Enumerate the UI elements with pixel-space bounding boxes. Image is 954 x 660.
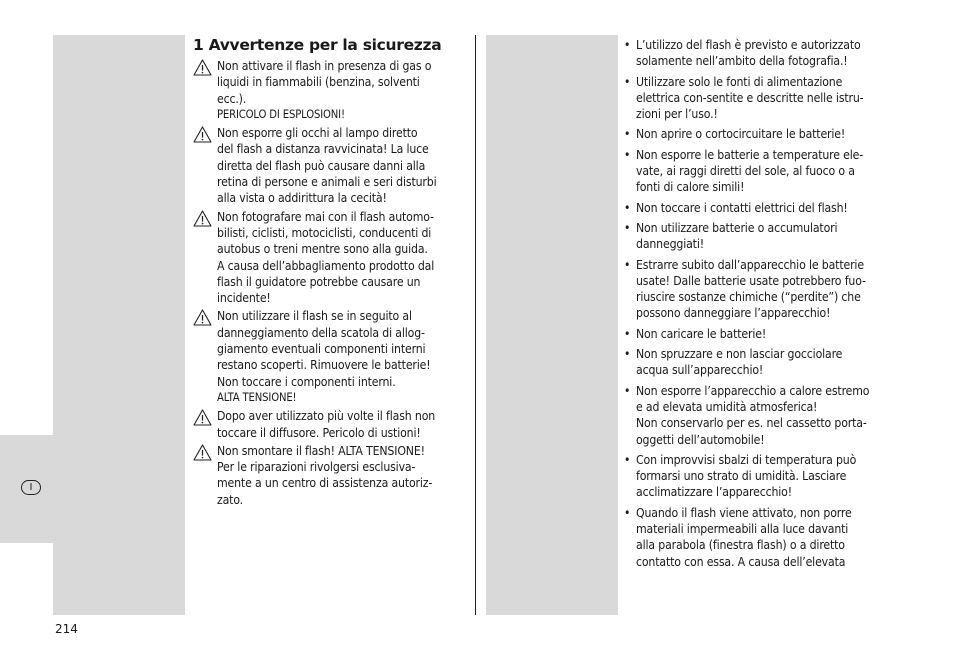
warning-line: Non utilizzare il flash se in seguito al [217,309,412,324]
bullet-item [624,326,904,342]
warning-line: diretta del flash può causare danni alla [217,158,426,173]
bullet-line: Non conservarlo per es. nel cassetto porta- [636,416,867,431]
column-divider [475,35,476,615]
bullet-line: elettrica con-sentite e descritte nelle istru- [636,90,864,105]
bullet-line: vate, ai raggi diretti del sole, al fuoco o a [636,164,855,179]
bullet-line: Non utilizzare batterie o accumulatori [636,220,838,235]
warning-line: ALTA TENSIONE! [217,390,297,404]
language-badge: I [21,480,41,495]
page-number: 214 [55,622,78,636]
bullet-line: Quando il flash viene attivato, non porre [636,505,852,520]
safety-bullet-list [624,37,904,574]
warning-line: flash il guidatore potrebbe causare un [217,274,421,289]
bullet-text [636,257,866,322]
warning-line: toccare il diffusore. Pericolo di ustioni! [217,425,421,440]
bullet-line: possono danneggiare l’apparecchio! [636,306,831,321]
bullet-dot: • [624,452,631,467]
bullet-item [624,346,904,379]
warning-line: Non attivare il flash in presenza di gas o [217,59,432,73]
bullet-line: alla parabola (finestra flash) o a diretto [636,538,845,553]
warning-triangle-icon [193,308,217,406]
bullet-item [624,126,904,142]
bullet-item [624,220,904,253]
bullet-line: Non esporre le batterie a temperature ele- [636,147,864,162]
bullet-line: zioni per l’uso.! [636,107,718,122]
bullet-dot: • [624,347,631,362]
warning-text [217,58,431,123]
warning-text [217,443,432,508]
warning-text [217,308,431,406]
warning-line: PERICOLO DI ESPLOSIONI! [217,107,345,121]
bullet-line: Non caricare le batterie! [636,326,767,341]
bullet-item [624,257,904,322]
bullet-text [636,383,869,448]
warning-line: ecc.). [217,91,247,106]
bullet-dot: • [624,220,631,235]
warning-line: Non toccare i componenti interni. [217,374,396,389]
bullet-line: usate! Dalle batterie usate potrebbero fuo- [636,273,866,288]
right-margin-band [486,35,618,615]
warning-line: Non fotografare mai con il flash automo- [217,209,434,224]
warning-item [193,308,473,406]
warning-line: retina di persone e animali e seri disturbi [217,175,437,190]
bullet-line: fonti di calore simili! [636,180,745,195]
bullet-line: materiali impermeabili alla luce davanti [636,522,849,537]
warning-line: incidente! [217,291,271,306]
warning-item [193,209,473,307]
bullet-item [624,147,904,196]
bullet-line: Utilizzare solo le fonti di alimentazione [636,74,843,89]
bullet-item [624,383,904,448]
bullet-item [624,505,904,570]
bullet-item [624,74,904,123]
bullet-text [636,452,856,501]
bullet-line: Non toccare i contatti elettrici del flash! [636,200,848,215]
warning-triangle-icon [193,58,217,123]
bullet-item [624,37,904,70]
warning-list [193,58,473,510]
bullet-dot: • [624,200,631,215]
warning-line: Non smontare il flash! ALTA TENSIONE! [217,443,425,458]
section-title: 1 Avvertenze per la sicurezza [193,36,442,54]
bullet-line: acclimatizzare l’apparecchio! [636,485,792,500]
bullet-dot: • [624,147,631,162]
bullet-dot: • [624,257,631,272]
bullet-text [636,326,766,342]
warning-line: danneggiamento della scatola di allog- [217,325,425,340]
bullet-line: solamente nell’ambito della fotografia.! [636,54,848,69]
warning-line: mente a un centro di assistenza autoriz- [217,476,433,491]
bullet-text [636,346,842,379]
warning-line: liquidi in fiammabili (benzina, solventi [217,75,420,90]
bullet-dot: • [624,38,631,52]
bullet-line: Non aprire o cortocircuitare le batterie! [636,127,846,142]
bullet-line: riuscire sostanze chimiche (“perdite”) che [636,290,861,305]
bullet-line: oggetti dell’automobile! [636,432,765,447]
bullet-text [636,126,845,142]
warning-line: zato. [217,492,243,507]
warning-triangle-icon [193,209,217,307]
warning-text [217,125,436,206]
bullet-text [636,147,863,196]
warning-item [193,443,473,508]
bullet-dot: • [624,74,631,89]
bullet-line: contatto con essa. A causa dell’elevata [636,554,846,569]
bullet-dot: • [624,326,631,341]
warning-text [217,209,434,307]
warning-line: Per le riparazioni rivolgersi esclusiva- [217,460,416,475]
bullet-line: L’utilizzo del flash è previsto e autorizzato [636,38,861,52]
warning-triangle-icon [193,443,217,508]
bullet-text [636,220,837,253]
bullet-text [636,37,861,70]
warning-line: A causa dell’abbagliamento prodotto dal [217,258,435,273]
warning-item [193,58,473,123]
bullet-item [624,452,904,501]
bullet-text [636,505,852,570]
warning-item [193,408,473,441]
bullet-dot: • [624,127,631,142]
warning-line: restano scoperti. Rimuovere le batterie! [217,358,431,373]
bullet-line: Non esporre l’apparecchio a calore estremo [636,383,870,398]
warning-item [193,125,473,206]
warning-text [217,408,435,441]
warning-triangle-icon [193,125,217,206]
warning-line: bilisti, ciclisti, motociclisti, conducenti di [217,225,432,240]
bullet-dot: • [624,383,631,398]
bullet-text [636,74,864,123]
bullet-line: danneggiati! [636,237,704,252]
bullet-line: formarsi uno strato di umidità. Lasciare [636,469,847,484]
warning-triangle-icon [193,408,217,441]
warning-line: Non esporre gli occhi al lampo diretto [217,126,418,141]
bullet-line: Con improvvisi sbalzi di temperatura può [636,452,857,467]
warning-line: autobus o treni mentre sono alla guida. [217,242,428,257]
warning-line: Dopo aver utilizzato più volte il flash non [217,409,436,424]
bullet-line: Estrarre subito dall’apparecchio le batterie [636,257,864,272]
warning-line: del flash a distanza ravvicinata! La luce [217,142,429,157]
left-margin-band [53,35,185,615]
bullet-item [624,200,904,216]
bullet-text [636,200,848,216]
bullet-line: Non spruzzare e non lasciar gocciolare [636,347,843,362]
bullet-dot: • [624,505,631,520]
bullet-line: acqua sull’apparecchio! [636,363,764,378]
bullet-line: e ad elevata umidità atmosferica! [636,399,818,414]
warning-line: giamento eventuali componenti interni [217,342,426,357]
warning-line: alla vista o addirittura la cecità! [217,191,387,206]
